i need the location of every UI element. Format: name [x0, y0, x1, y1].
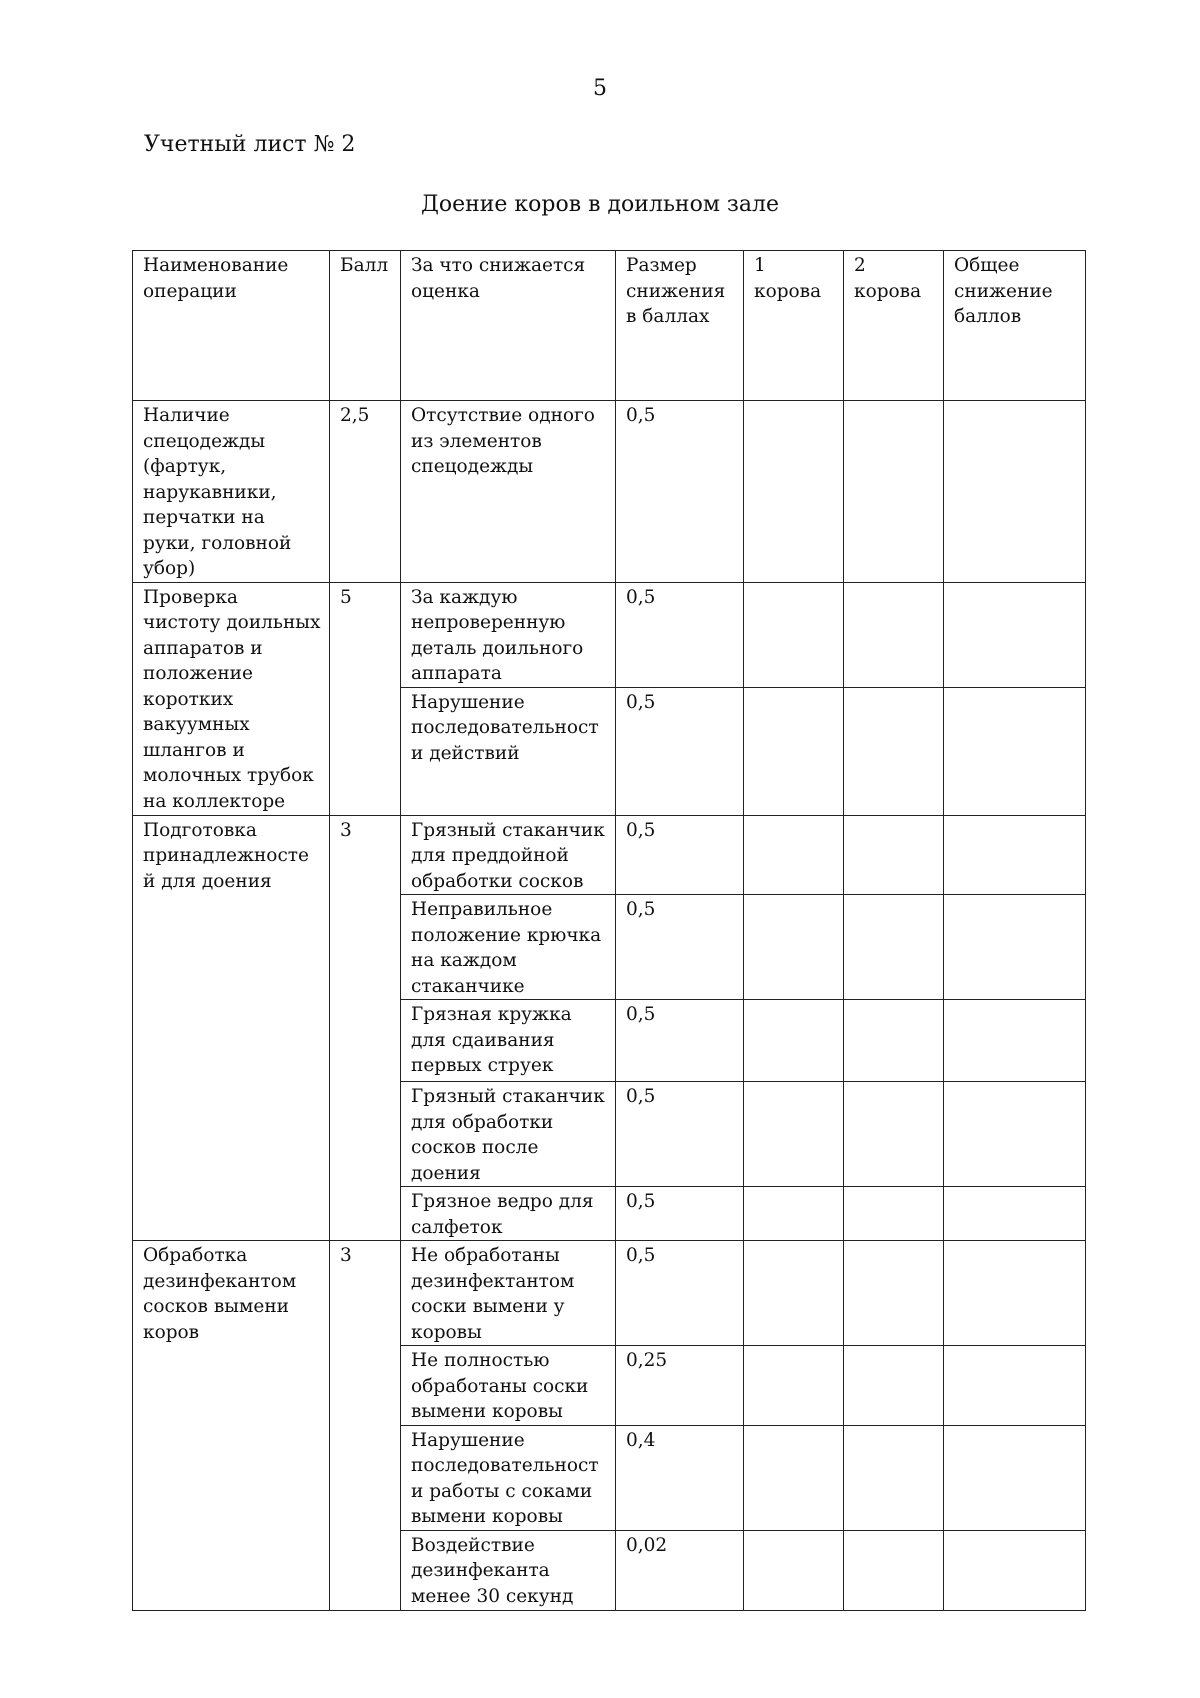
total-reduction-cell	[944, 401, 1086, 583]
cow-1-cell	[744, 1241, 844, 1346]
cow-2-cell	[844, 1000, 944, 1082]
reduction-size-cell: 0,5	[616, 401, 744, 583]
total-reduction-cell	[944, 1425, 1086, 1530]
header-cow-2: 2 корова	[844, 251, 944, 401]
reduction-size-cell: 0,25	[616, 1346, 744, 1426]
operation-cell: Обработка дезинфекантом сосков вымени коров	[133, 1241, 330, 1611]
reduction-size-cell: 0,5	[616, 687, 744, 815]
cow-2-cell	[844, 895, 944, 1000]
cow-1-cell	[744, 401, 844, 583]
score-cell: 3	[330, 815, 401, 1241]
total-reduction-cell	[944, 1000, 1086, 1082]
reason-cell: Грязная кружка для сдаивания первых струек	[401, 1000, 616, 1082]
reduction-size-cell: 0,4	[616, 1425, 744, 1530]
table-header-row	[133, 251, 1086, 401]
reduction-size-cell: 0,5	[616, 1187, 744, 1241]
reduction-size-cell: 0,5	[616, 582, 744, 687]
cow-2-cell	[844, 401, 944, 583]
reduction-size-cell: 0,5	[616, 1241, 744, 1346]
operation-cell: Наличие спецодежды (фартук, нарукавники, перчатки на руки, головной убор)	[133, 401, 330, 583]
total-reduction-cell	[944, 815, 1086, 895]
cow-1-cell	[744, 1346, 844, 1426]
cow-2-cell	[844, 1082, 944, 1187]
cow-1-cell	[744, 895, 844, 1000]
cow-2-cell	[844, 1346, 944, 1426]
cow-1-cell	[744, 1425, 844, 1530]
operation-cell: Подготовка принадлежностей для доения	[133, 815, 330, 1241]
total-reduction-cell	[944, 895, 1086, 1000]
reduction-size-cell: 0,5	[616, 895, 744, 1000]
header-reason: За что снижается оценка	[401, 251, 616, 401]
total-reduction-cell	[944, 1082, 1086, 1187]
cow-1-cell	[744, 1187, 844, 1241]
header-cow-1: 1 корова	[744, 251, 844, 401]
total-reduction-cell	[944, 687, 1086, 815]
reason-cell: Грязное ведро для салфеток	[401, 1187, 616, 1241]
reason-cell: Воздействие дезинфеканта менее 30 секунд	[401, 1530, 616, 1610]
total-reduction-cell	[944, 1241, 1086, 1346]
cow-1-cell	[744, 582, 844, 687]
reason-cell: Не полностью обработаны соски вымени коровы	[401, 1346, 616, 1426]
evaluation-table	[132, 250, 1086, 1611]
header-reduction-size: Размер снижения в баллах	[616, 251, 744, 401]
score-cell: 5	[330, 582, 401, 815]
score-cell: 2,5	[330, 401, 401, 583]
cow-1-cell	[744, 1000, 844, 1082]
reason-cell: За каждую непроверенную деталь доильного аппарата	[401, 582, 616, 687]
table-row	[133, 582, 1086, 687]
reason-cell: Отсутствие одного из элементов спецодежды	[401, 401, 616, 583]
cow-2-cell	[844, 815, 944, 895]
cow-2-cell	[844, 1187, 944, 1241]
reason-cell: Неправильное положение крючка на каждом стаканчике	[401, 895, 616, 1000]
score-cell: 3	[330, 1241, 401, 1611]
reason-cell: Грязный стаканчик для обработки сосков после доения	[401, 1082, 616, 1187]
cow-1-cell	[744, 1530, 844, 1610]
sheet-title: Учетный лист № 2	[144, 132, 356, 157]
reason-cell: Грязный стаканчик для преддойной обработки сосков	[401, 815, 616, 895]
header-score: Балл	[330, 251, 401, 401]
document-title: Доение коров в доильном зале	[420, 192, 780, 217]
reduction-size-cell: 0,02	[616, 1530, 744, 1610]
total-reduction-cell	[944, 1530, 1086, 1610]
reason-cell: Нарушение последовательности работы с соками вымени коровы	[401, 1425, 616, 1530]
header-total-reduction: Общее снижение баллов	[944, 251, 1086, 401]
cow-1-cell	[744, 815, 844, 895]
cow-2-cell	[844, 1425, 944, 1530]
cow-1-cell	[744, 1082, 844, 1187]
cow-2-cell	[844, 1241, 944, 1346]
operation-cell: Проверка чистоту доильных аппаратов и положение коротких вакуумных шлангов и молочных трубок на коллекторе	[133, 582, 330, 815]
reduction-size-cell: 0,5	[616, 1082, 744, 1187]
total-reduction-cell	[944, 1187, 1086, 1241]
reduction-size-cell: 0,5	[616, 1000, 744, 1082]
cow-1-cell	[744, 687, 844, 815]
table-row	[133, 1241, 1086, 1346]
total-reduction-cell	[944, 582, 1086, 687]
total-reduction-cell	[944, 1346, 1086, 1426]
page-number: 5	[593, 76, 607, 101]
reason-cell: Не обработаны дезинфектантом соски вымени у коровы	[401, 1241, 616, 1346]
table-row	[133, 815, 1086, 895]
reason-cell: Нарушение последовательности действий	[401, 687, 616, 815]
table-row	[133, 401, 1086, 583]
cow-2-cell	[844, 1530, 944, 1610]
header-operation: Наименование операции	[133, 251, 330, 401]
reduction-size-cell: 0,5	[616, 815, 744, 895]
cow-2-cell	[844, 687, 944, 815]
cow-2-cell	[844, 582, 944, 687]
